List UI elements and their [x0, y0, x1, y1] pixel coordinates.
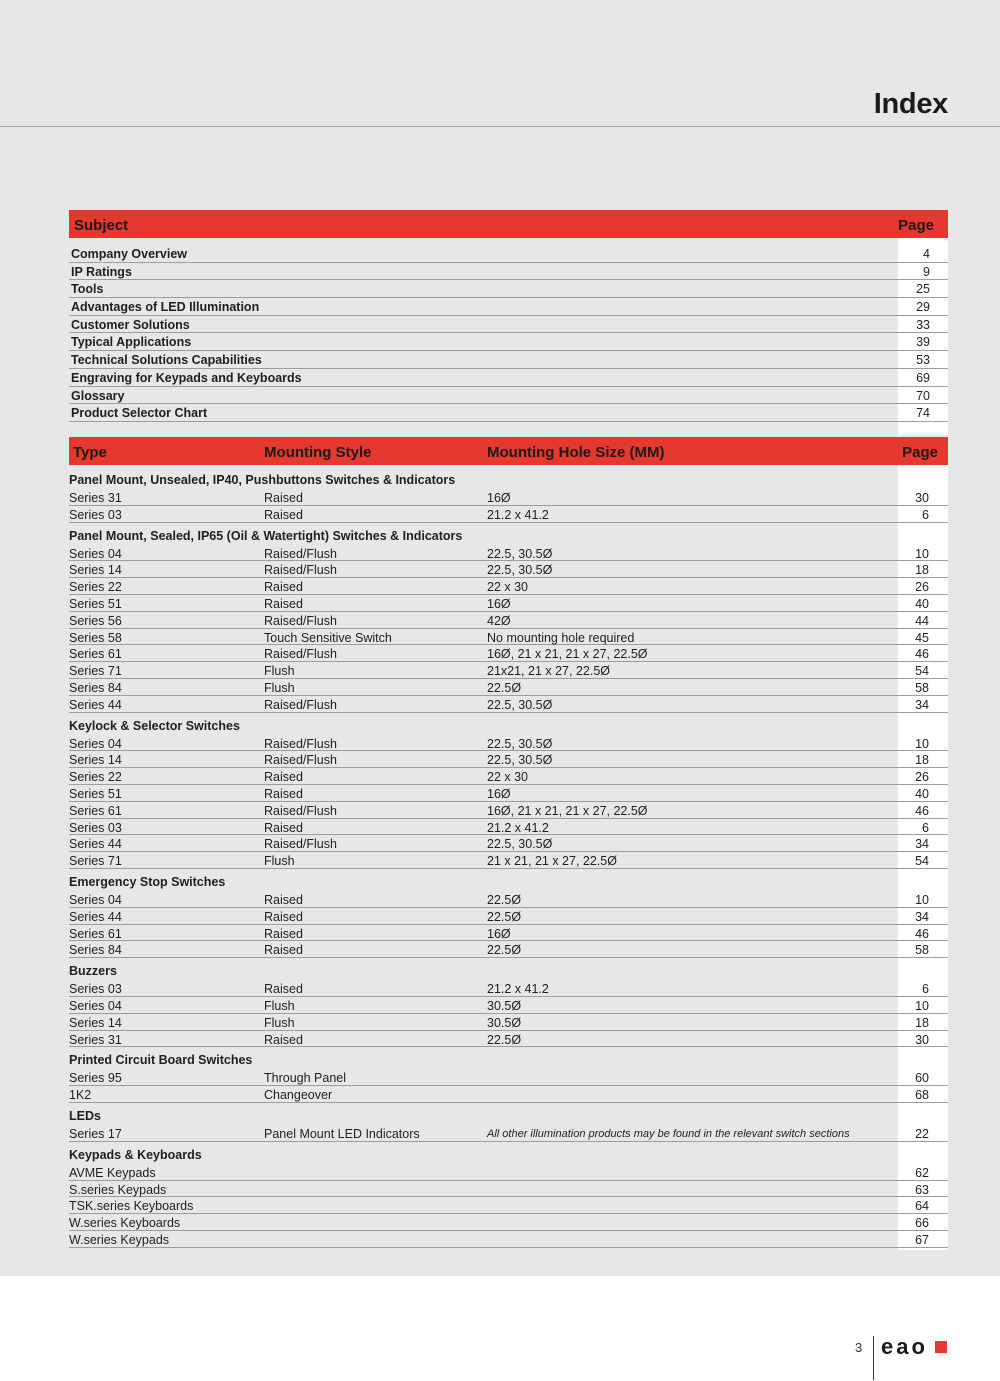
row-mounting-style: Panel Mount LED Indicators: [264, 1126, 420, 1141]
row-hole-size: 16Ø: [487, 926, 511, 941]
table-row: [69, 489, 948, 506]
type-header-label: Type: [73, 444, 107, 461]
row-mounting-style: Raised: [264, 786, 303, 801]
row-page: 44: [915, 613, 929, 628]
row-type: Series 84: [69, 943, 122, 958]
row-page: 40: [915, 596, 929, 611]
row-hole-size: 16Ø, 21 x 21, 21 x 27, 22.5Ø: [487, 803, 648, 818]
row-type: Series 61: [69, 647, 122, 662]
row-type: Series 31: [69, 491, 122, 505]
row-hole-size: 22.5, 30.5Ø: [487, 546, 553, 561]
row-page: 34: [915, 697, 929, 712]
row-type: Series 84: [69, 680, 122, 695]
row-mounting-style: Raised: [264, 909, 303, 924]
section-title: Buzzers: [69, 964, 117, 979]
section-title: Panel Mount, Unsealed, IP40, Pushbuttons Switches & Indicators: [69, 473, 456, 487]
row-mounting-style: Touch Sensitive Switch: [264, 630, 392, 645]
row-type: Series 44: [69, 909, 122, 924]
row-mounting-style: Flush: [264, 854, 295, 869]
row-type: Series 22: [69, 580, 122, 595]
table-row: [69, 1164, 948, 1181]
row-mounting-style: Raised: [264, 943, 303, 958]
table-row: [69, 1014, 948, 1031]
table-row: [69, 751, 948, 768]
subject-page: 70: [916, 388, 930, 403]
table-row: [69, 645, 948, 662]
table-row: [69, 506, 948, 523]
row-type: Series 44: [69, 837, 122, 852]
table-row: [69, 612, 948, 629]
row-hole-size: 21.2 x 41.2: [487, 982, 549, 997]
subject-page: 74: [916, 406, 930, 421]
row-type: Series 61: [69, 926, 122, 941]
row-page: 46: [915, 926, 929, 941]
subject-page: 53: [916, 353, 930, 368]
subject-row: [69, 280, 948, 298]
table-row: [69, 1197, 948, 1214]
row-page: 46: [915, 803, 929, 818]
row-mounting-style: Raised: [264, 580, 303, 595]
table-row: [69, 578, 948, 595]
subject-row: [69, 263, 948, 281]
row-type: Series 17: [69, 1126, 122, 1141]
table-row: [69, 1031, 948, 1048]
row-type: Series 14: [69, 753, 122, 768]
row-page: 34: [915, 837, 929, 852]
row-hole-size: 30.5Ø: [487, 998, 522, 1013]
row-mounting-style: Through Panel: [264, 1071, 347, 1086]
logo-square-icon: [935, 1341, 947, 1353]
row-page: 34: [915, 909, 929, 924]
section-heading: [69, 1051, 948, 1069]
table-row: [69, 1181, 948, 1198]
row-page: 26: [915, 770, 929, 785]
subject-page: 9: [923, 264, 930, 279]
page-number: 3: [855, 1340, 863, 1355]
row-page: 30: [915, 491, 929, 505]
section-title: Printed Circuit Board Switches: [69, 1053, 253, 1068]
row-hole-size: 21.2 x 41.2: [487, 507, 549, 522]
table-row: [69, 1214, 948, 1231]
row-mounting-style: Flush: [264, 998, 295, 1013]
row-page: 18: [915, 1015, 929, 1030]
table-row: [69, 785, 948, 802]
row-mounting-style: Raised: [264, 820, 303, 835]
row-type: Series 95: [69, 1071, 122, 1086]
row-mounting-style: Raised/Flush: [264, 837, 337, 852]
table-row: [69, 735, 948, 752]
subject-name: Advantages of LED Illumination: [71, 300, 260, 315]
row-type: Series 44: [69, 697, 122, 712]
row-hole-size: 42Ø: [487, 613, 511, 628]
row-page: 18: [915, 563, 929, 578]
row-hole-size: 22.5Ø: [487, 909, 522, 924]
subject-name: Product Selector Chart: [71, 406, 208, 421]
row-hole-size: 22.5, 30.5Ø: [487, 837, 553, 852]
row-hole-size: 22.5, 30.5Ø: [487, 736, 553, 751]
section-title: Keylock & Selector Switches: [69, 718, 240, 733]
row-page: 10: [915, 998, 929, 1013]
row-mounting-style: Raised/Flush: [264, 736, 337, 751]
table-row: [69, 679, 948, 696]
type-page-header-label: Page: [902, 444, 938, 461]
subject-row: [69, 298, 948, 316]
subject-row: [69, 404, 948, 422]
row-type: S.series Keypads: [69, 1182, 167, 1197]
section-heading: [69, 527, 948, 545]
row-mounting-style: Raised: [264, 770, 303, 785]
table-row: [69, 1086, 948, 1103]
row-page: 54: [915, 854, 929, 869]
subject-page: 25: [916, 282, 930, 297]
row-type: Series 22: [69, 770, 122, 785]
row-type: Series 14: [69, 563, 122, 578]
row-page: 6: [922, 820, 929, 835]
row-mounting-style: Raised: [264, 1032, 303, 1047]
row-mounting-style: Flush: [264, 680, 295, 695]
section-heading: [69, 471, 948, 489]
row-mounting-style: Raised: [264, 507, 303, 522]
subject-name: Technical Solutions Capabilities: [71, 353, 262, 368]
subject-table: [69, 245, 948, 422]
table-row: [69, 662, 948, 679]
row-hole-size: 16Ø: [487, 786, 511, 801]
row-hole-size: All other illumination products may be found in the relevant switch sections: [487, 1127, 850, 1140]
row-page: 66: [915, 1216, 929, 1231]
row-mounting-style: Raised/Flush: [264, 647, 337, 662]
table-row: [69, 561, 948, 578]
section-title: Emergency Stop Switches: [69, 874, 226, 889]
table-row: [69, 768, 948, 785]
row-hole-size: 22.5Ø: [487, 1032, 522, 1047]
subject-page: 29: [916, 300, 930, 315]
row-mounting-style: Raised/Flush: [264, 546, 337, 561]
row-type: Series 56: [69, 613, 122, 628]
row-type: Series 58: [69, 630, 122, 645]
row-hole-size: 22.5, 30.5Ø: [487, 563, 553, 578]
row-hole-size: 21.2 x 41.2: [487, 820, 549, 835]
table-row: [69, 852, 948, 869]
subject-name: Customer Solutions: [71, 317, 190, 332]
row-type: TSK.series Keyboards: [69, 1199, 194, 1214]
row-hole-size: 21x21, 21 x 27, 22.5Ø: [487, 664, 611, 679]
footer-divider: [873, 1336, 874, 1380]
row-page: 54: [915, 664, 929, 679]
table-row: [69, 997, 948, 1014]
row-type: Series 04: [69, 892, 122, 907]
row-type: Series 71: [69, 664, 122, 679]
row-page: 64: [915, 1199, 929, 1214]
row-page: 6: [922, 507, 929, 522]
row-mounting-style: Raised/Flush: [264, 563, 337, 578]
section-heading: [69, 1146, 948, 1164]
subject-row: [69, 351, 948, 369]
row-mounting-style: Raised: [264, 892, 303, 907]
row-page: 26: [915, 580, 929, 595]
table-row: [69, 802, 948, 819]
subject-row: [69, 316, 948, 334]
row-hole-size: 22.5Ø: [487, 680, 522, 695]
row-type: 1K2: [69, 1088, 92, 1103]
row-hole-size: 16Ø: [487, 491, 511, 505]
row-hole-size: 30.5Ø: [487, 1015, 522, 1030]
subject-page: 69: [916, 370, 930, 385]
row-mounting-style: Raised/Flush: [264, 803, 337, 818]
row-type: Series 03: [69, 820, 122, 835]
subject-row: [69, 387, 948, 405]
row-hole-size: 21 x 21, 21 x 27, 22.5Ø: [487, 854, 617, 869]
row-page: 63: [915, 1182, 929, 1197]
row-mounting-style: Raised: [264, 491, 303, 505]
row-mounting-style: Raised/Flush: [264, 753, 337, 768]
table-row: [69, 819, 948, 836]
section-title: Keypads & Keyboards: [69, 1147, 202, 1162]
table-row: [69, 1125, 948, 1142]
table-row: [69, 908, 948, 925]
row-hole-size: No mounting hole required: [487, 630, 635, 645]
row-mounting-style: Changeover: [264, 1088, 333, 1103]
subject-row: [69, 245, 948, 263]
table-row: [69, 629, 948, 646]
table-row: [69, 891, 948, 908]
row-type: Series 14: [69, 1015, 122, 1030]
row-type: Series 03: [69, 507, 122, 522]
row-mounting-style: Raised: [264, 926, 303, 941]
section-title: Panel Mount, Sealed, IP65 (Oil & Watertight) Switches & Indicators: [69, 528, 463, 543]
row-page: 58: [915, 943, 929, 958]
row-page: 62: [915, 1165, 929, 1180]
row-page: 10: [915, 736, 929, 751]
row-page: 10: [915, 892, 929, 907]
row-hole-size: 22.5, 30.5Ø: [487, 753, 553, 768]
table-row: [69, 595, 948, 612]
subject-page: 33: [916, 317, 930, 332]
eao-logo: eao: [881, 1334, 928, 1359]
page-title: Index: [873, 88, 948, 120]
row-hole-size: 16Ø, 21 x 21, 21 x 27, 22.5Ø: [487, 647, 648, 662]
row-hole-size: 22 x 30: [487, 580, 529, 595]
subject-row: [69, 333, 948, 351]
row-type: W.series Keyboards: [69, 1216, 181, 1231]
table-row: [69, 1069, 948, 1086]
subject-header-label: Subject: [74, 217, 129, 234]
row-type: Series 03: [69, 982, 122, 997]
subject-row: [69, 369, 948, 387]
type-table-header: [69, 437, 948, 465]
subject-name: Glossary: [71, 388, 125, 403]
row-type: Series 51: [69, 596, 122, 611]
row-type: Series 71: [69, 854, 122, 869]
row-type: Series 04: [69, 998, 122, 1013]
subject-name: IP Ratings: [71, 264, 132, 279]
row-page: 46: [915, 647, 929, 662]
row-mounting-style: Raised: [264, 596, 303, 611]
row-page: 6: [922, 982, 929, 997]
mounting-style-header-label: Mounting Style: [264, 444, 372, 461]
row-page: 68: [915, 1088, 929, 1103]
section-heading: [69, 1107, 948, 1125]
row-type: Series 61: [69, 803, 122, 818]
table-row: [69, 925, 948, 942]
subject-name: Typical Applications: [71, 335, 192, 350]
row-mounting-style: Flush: [264, 1015, 295, 1030]
subject-name: Tools: [71, 282, 104, 297]
table-row: [69, 1231, 948, 1248]
section-heading: [69, 873, 948, 891]
section-heading: [69, 962, 948, 980]
row-page: 58: [915, 680, 929, 695]
table-row: [69, 696, 948, 713]
row-page: 67: [915, 1232, 929, 1247]
row-page: 40: [915, 786, 929, 801]
table-row: [69, 941, 948, 958]
subject-table-header: [69, 210, 948, 238]
hole-size-header-label: Mounting Hole Size (MM): [487, 444, 665, 461]
title-divider: [0, 126, 1000, 127]
row-type: Series 51: [69, 786, 122, 801]
type-table: [69, 471, 948, 1248]
subject-name: Engraving for Keypads and Keyboards: [71, 370, 302, 385]
row-page: 30: [915, 1032, 929, 1047]
row-page: 60: [915, 1071, 929, 1086]
table-row: [69, 545, 948, 562]
subject-name: Company Overview: [71, 247, 188, 261]
row-hole-size: 22 x 30: [487, 770, 529, 785]
section-title: LEDs: [69, 1108, 101, 1123]
row-hole-size: 22.5Ø: [487, 943, 522, 958]
row-hole-size: 22.5, 30.5Ø: [487, 697, 553, 712]
row-hole-size: 16Ø: [487, 596, 511, 611]
table-row: [69, 835, 948, 852]
row-mounting-style: Raised/Flush: [264, 697, 337, 712]
row-page: 45: [915, 630, 929, 645]
table-row: [69, 980, 948, 997]
subject-page: 4: [923, 247, 930, 261]
row-mounting-style: Raised/Flush: [264, 613, 337, 628]
row-page: 10: [915, 546, 929, 561]
row-type: W.series Keypads: [69, 1232, 170, 1247]
row-page: 18: [915, 753, 929, 768]
subject-page: 39: [916, 335, 930, 350]
row-type: AVME Keypads: [69, 1165, 156, 1180]
row-type: Series 04: [69, 546, 122, 561]
row-page: 22: [915, 1126, 929, 1141]
row-hole-size: 22.5Ø: [487, 892, 522, 907]
section-heading: [69, 717, 948, 735]
row-mounting-style: Raised: [264, 982, 303, 997]
subject-page-header-label: Page: [898, 217, 934, 234]
row-type: Series 04: [69, 736, 122, 751]
row-type: Series 31: [69, 1032, 122, 1047]
row-mounting-style: Flush: [264, 664, 295, 679]
